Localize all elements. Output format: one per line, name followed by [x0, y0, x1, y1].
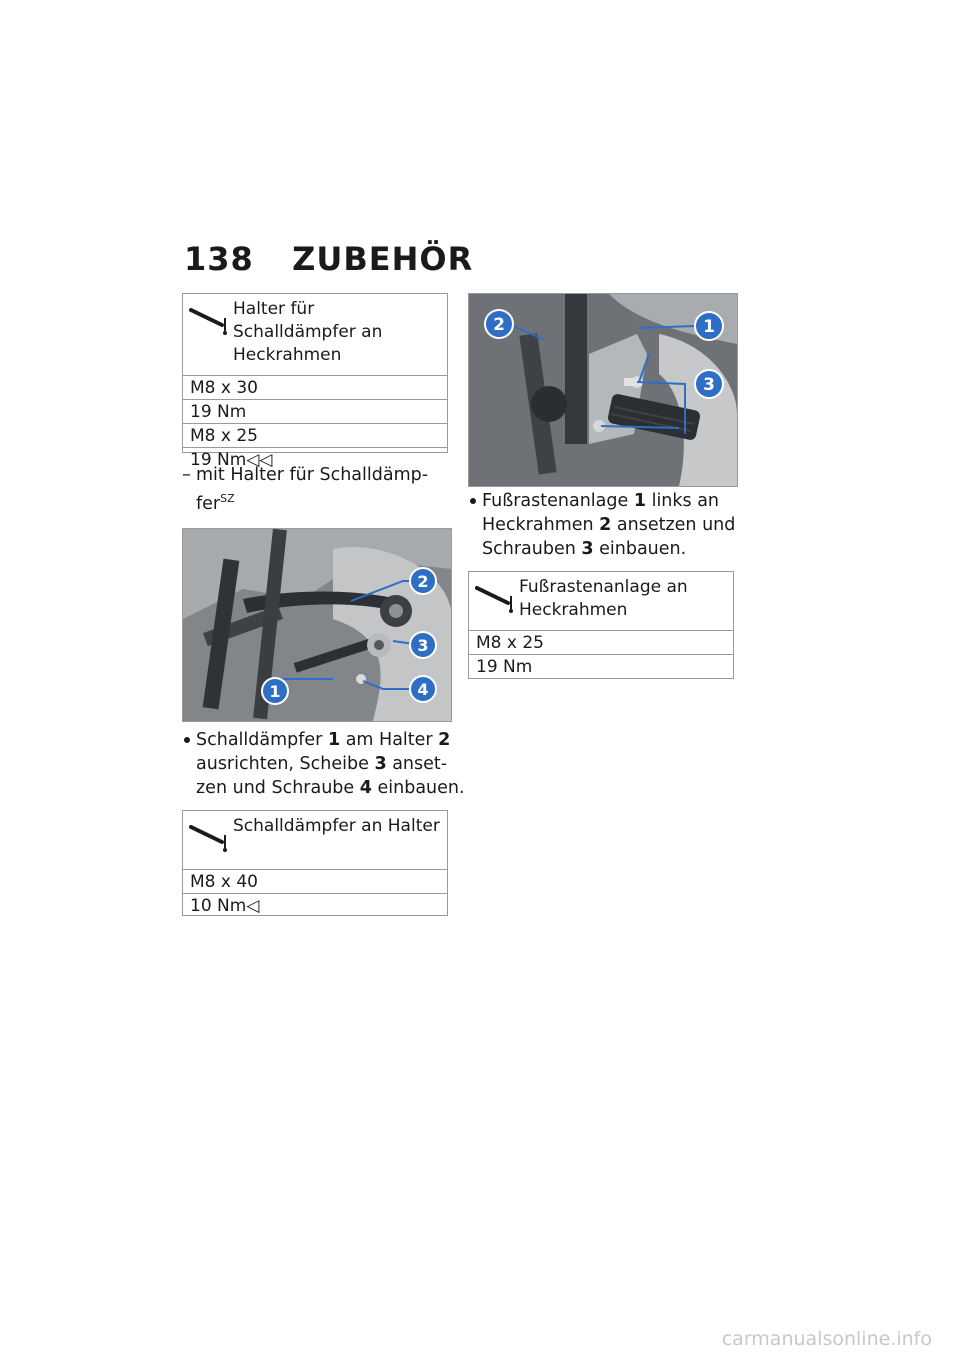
left-column: [182, 293, 466, 916]
torque-row: 19 Nm: [183, 400, 447, 424]
torque-row: M8 x 40: [183, 870, 447, 894]
page-number: 138: [184, 240, 254, 278]
ref-2: 2: [599, 515, 612, 535]
right-column: [468, 293, 752, 679]
torque-table: [182, 293, 448, 470]
instruction-step: Schalldämpfer 1 am Halter 2 ausrichten, Scheibe 3 anset-zen und Schraube 4 einbauen.: [182, 728, 466, 800]
torque-table-header: [183, 294, 447, 376]
section-title: ZUBEHÖR: [292, 240, 474, 278]
figure-footrest-mounting: [468, 293, 738, 487]
callout-4: 4: [417, 679, 429, 699]
torque-wrench-icon: [189, 298, 233, 338]
torque-row: 19 Nm: [476, 657, 533, 677]
muffler-mounting-illustration: [183, 529, 451, 721]
torque-row: M8 x 30: [183, 376, 447, 400]
torque-wrench-icon: [475, 576, 519, 616]
torque-row: 19 Nm◁◁: [190, 450, 273, 470]
ref-4: 4: [359, 777, 372, 798]
dash-marker: –: [182, 465, 191, 485]
watermark: carmanualsonline.info: [721, 1328, 932, 1350]
torque-table-title: Schalldämpfer an Halter: [233, 815, 440, 836]
torque-table: [468, 571, 734, 679]
torque-table-title: Halter für Schalldämpfer an Heckrahmen: [233, 299, 383, 365]
ref-2: 2: [438, 729, 451, 750]
callout-1: 1: [703, 317, 715, 337]
torque-row: M8 x 25: [183, 424, 447, 448]
torque-row: 10 Nm◁: [190, 895, 260, 916]
dash-item-text: mit Halter für Schalldämp-fer: [196, 465, 429, 514]
ref-1: 1: [633, 491, 647, 511]
callout-3: 3: [417, 635, 429, 655]
torque-table-header: [183, 811, 447, 870]
variant-superscript: SZ: [220, 492, 235, 505]
ref-3: 3: [581, 539, 594, 559]
instruction-step: Fußrastenanlage 1 links an Heckrahmen 2 ansetzen und Schrauben 3 einbauen.: [468, 489, 752, 561]
torque-table: [182, 810, 448, 916]
footrest-mounting-illustration: [469, 294, 737, 486]
callout-2: 2: [417, 571, 429, 591]
callout-2: 2: [493, 315, 505, 335]
figure-muffler-mounting: [182, 528, 452, 722]
torque-row: M8 x 25: [469, 631, 733, 655]
callout-3: 3: [703, 375, 715, 395]
ref-3: 3: [374, 753, 387, 774]
torque-table-title: Fußrastenanlage an Heckrahmen: [519, 577, 688, 620]
page-header: [184, 240, 473, 278]
torque-wrench-icon: [189, 815, 233, 855]
ref-1: 1: [327, 729, 341, 750]
dash-list-item: [182, 463, 466, 516]
callout-1: 1: [269, 681, 281, 701]
torque-table-header: [469, 572, 733, 631]
